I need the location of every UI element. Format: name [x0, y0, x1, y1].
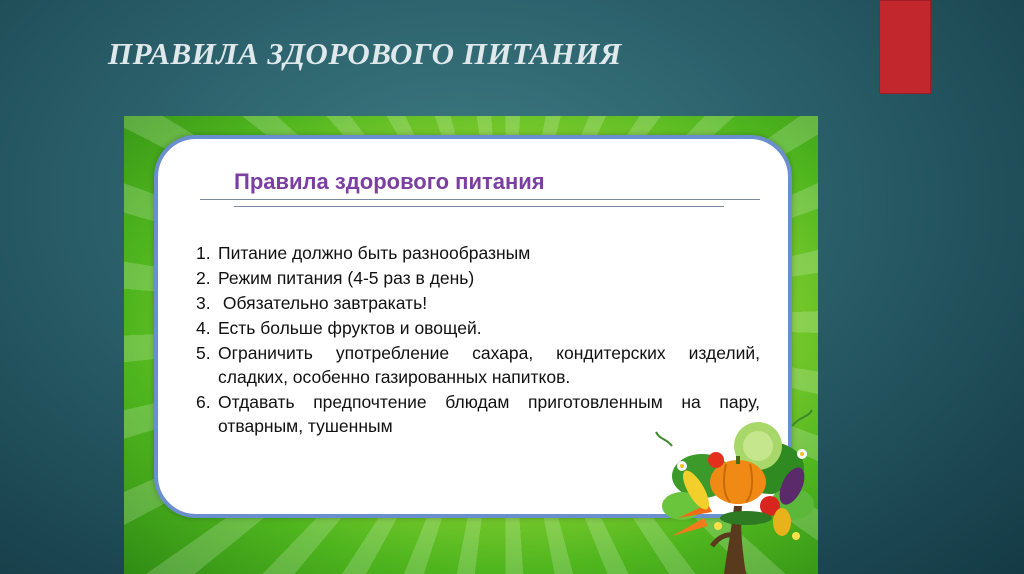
list-item-number: 5. — [196, 343, 211, 363]
list-item — [196, 266, 760, 290]
list-item-number: 1. — [196, 243, 211, 263]
divider-line — [200, 199, 760, 200]
slide-title: ПРАВИЛА ЗДОРОВОГО ПИТАНИЯ — [108, 36, 622, 71]
list-item — [196, 241, 760, 265]
card-title: Правила здорового питания — [234, 169, 545, 194]
list-item-text: Питание должно быть разнообразным — [218, 243, 531, 263]
list-item-number: 4. — [196, 318, 211, 338]
vegetable-tree-icon — [642, 386, 818, 574]
list-item-text: Режим питания (4-5 раз в день) — [218, 268, 475, 288]
list-item — [196, 291, 760, 315]
list-item-text: Ограничить употребление сахара, кондитерских изделий, сладких, особенно газированных напитков. — [218, 343, 760, 387]
list-item-number: 6. — [196, 392, 211, 412]
red-accent-tab — [879, 0, 931, 94]
list-item — [196, 316, 760, 340]
divider-line — [234, 206, 724, 207]
list-item-text: Обязательно завтракать! — [218, 293, 428, 313]
list-item-number: 3. — [196, 293, 211, 313]
list-item — [196, 341, 760, 389]
list-item-text: Отдавать предпочтение блюдам приготовленным на пару, отварным, тушенным — [218, 392, 760, 436]
picture-frame — [124, 116, 818, 574]
list-item-text: Есть больше фруктов и овощей. — [218, 318, 482, 338]
list-item-number: 2. — [196, 268, 211, 288]
